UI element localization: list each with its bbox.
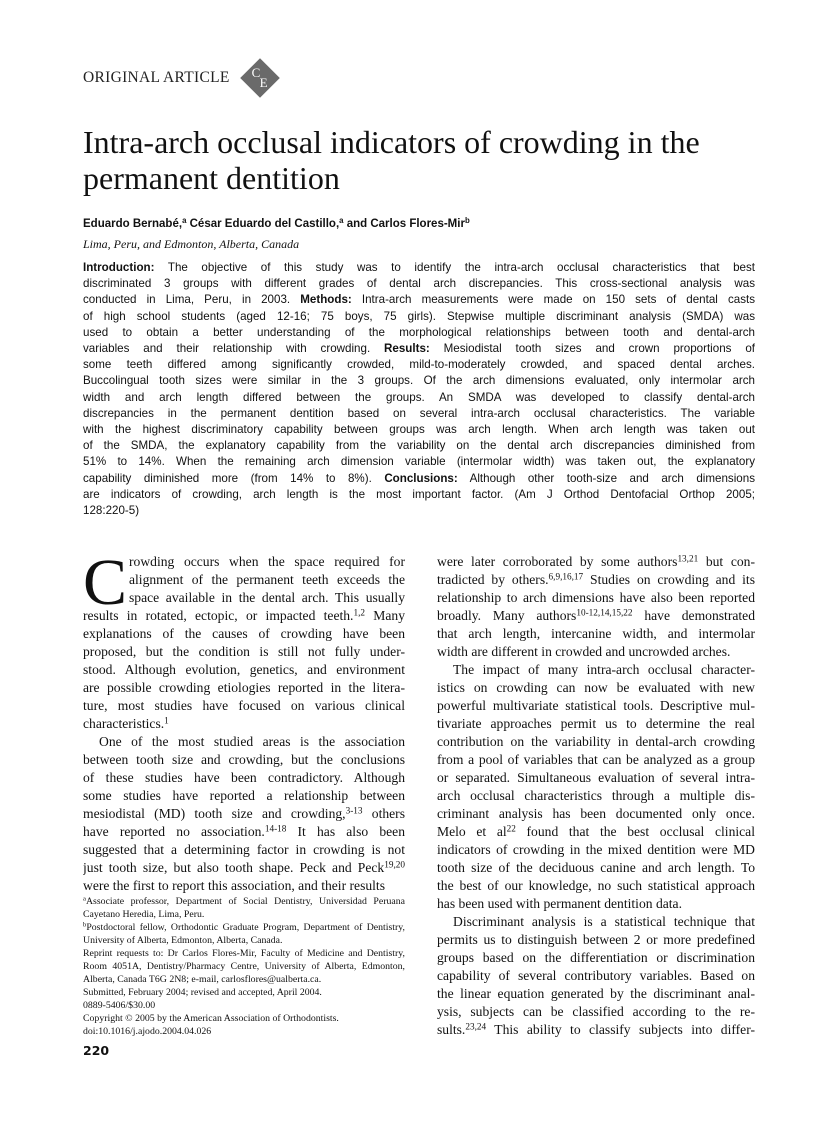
citation-superscript: a xyxy=(182,216,187,226)
text-line: tradicted by others.$^{6,9,16,17}$ Studies on crowding and its xyxy=(437,571,755,587)
article-header xyxy=(83,58,280,98)
citation-superscript: 6,9,16,17 xyxy=(548,571,584,582)
text-line: ture, most studies have focused on various clinical xyxy=(83,698,405,713)
text-line: contribution on the variability in dental-arch crowding xyxy=(437,734,755,749)
text-line: of these studies have been contradictory. Although xyxy=(83,770,405,785)
text-line: rowding occurs when the space required for xyxy=(129,554,405,569)
article-type-label: ORIGINAL ARTICLE xyxy=(83,69,230,86)
text-line: or separated. Simultaneous evaluation of several intra- xyxy=(437,770,755,785)
text-line: used to obtain a better understanding of the morphological relationships between tooth and dental-arch xyxy=(83,325,755,339)
text-line: alignment of the permanent teeth exceeds the xyxy=(129,572,405,587)
text-line: powerful multivariate statistical tools. Descriptive mul- xyxy=(437,698,755,713)
citation-superscript: a xyxy=(83,895,86,903)
citation-superscript: 1,2 xyxy=(353,607,365,618)
section-label: Methods: xyxy=(300,293,352,307)
text-line: Copyright © 2005 by the American Association of Orthodontists. xyxy=(83,1013,339,1024)
text-line: tooth size of the deciduous canine and arch length. To xyxy=(437,860,755,875)
paragraph xyxy=(437,913,755,1039)
paragraph xyxy=(83,546,405,733)
section-label: Introduction: xyxy=(83,261,155,274)
text-line: Buccolingual tooth sizes were similar in the 3 groups. Of the arch dimensions evaluated, only intermolar arch xyxy=(83,374,755,388)
text-line: groups based on the differentiation or discrimination xyxy=(437,950,755,965)
text-line: 51% to 14%. When the remaining arch dimension variable (intermolar width) was taken out, the explanatory xyxy=(83,455,755,469)
text-line: just tooth size, but also tooth shape. Peck and Peck$^{19,20}$ xyxy=(83,859,405,875)
paragraph xyxy=(83,986,405,999)
text-line: University of Alberta, Edmonton, Alberta, Canada. xyxy=(83,935,283,946)
paragraph xyxy=(83,947,405,986)
text-line: the best of our knowledge, no such statistical approach xyxy=(437,878,755,893)
text-line: conducted in Lima, Peru, in 2003. Methods: Intra-arch measurements were made on 150 sets of dental casts xyxy=(83,293,755,307)
text-line: Melo et $al^{22}$ found that the best occlusal clinical xyxy=(437,823,755,839)
text-line: Room 4051A, Dentistry/Pharmacy Centre, University of Alberta, Edmonton, xyxy=(83,961,405,972)
text-line: between tooth size and crowding, but the conclusions xyxy=(83,752,405,767)
text-line: arch occlusal characteristics through a multiple dis- xyxy=(437,788,755,803)
text-line: with the highest discriminatory capability between groups was arch length. When arch length was taken out xyxy=(83,423,755,437)
text-line: permits us to distinguish between 2 or more predefined xyxy=(437,932,755,947)
text-line: some teeth differed among significantly crowded, mild-to-moderately crowded, and spaced dental arches. xyxy=(83,358,755,372)
citation-superscript: 14-18 xyxy=(264,823,287,834)
text-line: Submitted, February 2004; revised and accepted, April 2004. xyxy=(83,987,322,998)
article-title: Intra-arch occlusal indicators of crowding in the permanent dentition xyxy=(83,124,700,196)
text-line: Discriminant analysis is a statistical technique that xyxy=(453,914,755,929)
author-location: Lima, Peru, and Edmonton, Alberta, Canada xyxy=(83,237,300,251)
text-line: criminant analysis has been documented only once. xyxy=(437,806,755,821)
section-label: Results: xyxy=(384,342,430,356)
paragraph xyxy=(83,1025,405,1038)
text-line: of the SMDA, the explanatory capability from the variability on the dental arch discrepancies diminished from xyxy=(83,439,755,453)
text-line: some studies have reported a relationship between xyxy=(83,788,405,803)
citation-superscript: 23,24 xyxy=(465,1021,487,1032)
text-line: width and arch length differed between the groups. An SMDA was developed to classify dental-arch xyxy=(83,390,755,404)
text-line: indicators of crowding in the mixed dentition were MD xyxy=(437,842,755,857)
text-line: tivariate approaches permit us to determine the real xyxy=(437,716,755,731)
text-line: explanations of the causes of crowding have been xyxy=(83,626,405,641)
text-line: sults.$^{23,24}$ This ability to classify subjects into differ- xyxy=(437,1021,755,1037)
text-line: istics on crowding can now be evaluated with new xyxy=(437,680,755,695)
citation-superscript: a xyxy=(339,216,344,226)
text-line: doi:10.1016/j.ajodo.2004.04.026 xyxy=(83,1026,212,1037)
paragraph xyxy=(83,999,405,1012)
text-line: capability of several contributory variables. Based on xyxy=(437,968,755,983)
text-line: are indicators of crowding, arch length is the most important factor. (Am J Orthod Dentofacial Orthop 2005; xyxy=(83,487,755,501)
text-line: 128:220-5) xyxy=(83,504,140,518)
text-line: have reported no association.$^{14-18}$ It has also been xyxy=(83,823,405,839)
text-line: The impact of many intra-arch occlusal character- xyxy=(453,662,755,677)
text-line: suggested that a determining factor in crowding is not xyxy=(83,842,405,857)
text-line: broadly. Many authors$^{10-12,14,15,22}$ have demonstrated xyxy=(437,607,755,623)
citation-superscript: 3-13 xyxy=(345,805,363,816)
text-line: has been used with permanent dentition data. xyxy=(437,896,682,911)
text-line: were the first to report this association, and their results xyxy=(83,878,386,893)
page-number: 220 xyxy=(83,1043,110,1058)
text-line: Alberta, Canada T6G 2N8; e-mail, carlosflores@ualberta.ca. xyxy=(83,974,322,985)
text-line: ysis, subjects can be classified according to the re- xyxy=(437,1004,755,1019)
text-line: proposed, but the condition is still not fully under- xyxy=(83,644,405,659)
text-line: Reprint requests to: Dr Carlos Flores-Mir, Faculty of Medicine and Dentistry, xyxy=(83,948,405,959)
text-line: $^a$Associate professor, Department of Social Dentistry, Universidad Peruana xyxy=(83,895,405,907)
paragraph xyxy=(437,553,755,661)
text-line: variables and their relationship with crowding. Results: Mesiodistal tooth sizes and crown proportions of xyxy=(83,342,755,356)
paragraph xyxy=(83,733,405,895)
logo-letter-e: E xyxy=(259,75,268,90)
paragraph xyxy=(83,921,405,947)
text-line: Introduction: The objective of this study was to identify the intra-arch occlusal characteristics that best xyxy=(83,261,755,274)
text-line: mesiodistal (MD) tooth size and crowding,$^{3-13}$ others xyxy=(83,805,405,821)
text-line: width are different in crowded and uncrowded arches. xyxy=(437,644,731,659)
citation-superscript: b xyxy=(83,921,87,929)
citation-superscript: 1 xyxy=(164,715,169,726)
paragraph xyxy=(83,1012,405,1025)
ce-logo xyxy=(240,58,280,98)
text-line: 0889-5406/$30.00 xyxy=(83,1000,156,1011)
text-line: stood. Although evolution, genetics, and environment xyxy=(83,662,405,677)
paragraph xyxy=(83,895,405,921)
text-line: capability diminished more (from 14% to 8%). Conclusions: Although other tooth-size and arch dimensions xyxy=(83,471,755,485)
text-line: Cayetano Heredia, Lima, Peru. xyxy=(83,909,205,920)
text-line: One of the most studied areas is the association xyxy=(99,734,405,749)
logo-letter-c: C xyxy=(251,65,261,80)
body-column-left xyxy=(83,546,405,895)
text-line: discriminated 3 groups with different grades of dental arch discrepancies. This cross-sectional analysis was xyxy=(83,277,755,291)
footnotes xyxy=(83,895,405,1038)
paragraph xyxy=(83,260,755,519)
citation-superscript: 13,21 xyxy=(677,553,699,564)
text-line: discrepancies in the permanent dentition based on several intra-arch occlusal characteristics. The variable xyxy=(83,406,755,420)
citation-superscript: b xyxy=(464,216,470,226)
text-line: the linear equation generated by the discriminant anal- xyxy=(437,986,755,1001)
paragraph xyxy=(437,661,755,913)
body-column-right xyxy=(437,553,755,1039)
text-line: characteristics.$^1$ xyxy=(83,715,169,731)
text-line: results in rotated, ectopic, or impacted teeth.$^{1,2}$ Many xyxy=(83,607,405,623)
citation-superscript: 22 xyxy=(506,823,516,834)
text-line: space available in the dental arch. This usually xyxy=(129,590,405,605)
drop-cap: C xyxy=(83,546,128,619)
text-line: of high school students (aged 12-16; 75 boys, 75 girls). Stepwise multiple discriminant analysis (SMDA) was xyxy=(83,309,755,323)
text-line: that arch length, intercanine width, and intermolar xyxy=(437,626,755,641)
text-line: relationship to arch dimensions have also been reported xyxy=(437,590,755,605)
author-list: Eduardo Bernabé,$^a$ César Eduardo del Castillo,$^a$ and Carlos Flores-Mir$^b$ xyxy=(83,216,470,230)
section-label: Conclusions: xyxy=(384,471,458,485)
text-line: were later corroborated by some authors$^{13,21}$ but con- xyxy=(437,553,755,569)
text-line: from a pool of variables that can be analyzed as a group xyxy=(437,752,755,767)
text-line: are possible crowding etiologies reported in the litera- xyxy=(83,680,405,695)
text-line: $^b$Postdoctoral fellow, Orthodontic Graduate Program, Department of Dentistry, xyxy=(83,921,405,933)
abstract xyxy=(83,260,755,519)
citation-superscript: 19,20 xyxy=(384,859,405,870)
citation-superscript: 10-12,14,15,22 xyxy=(576,607,633,618)
